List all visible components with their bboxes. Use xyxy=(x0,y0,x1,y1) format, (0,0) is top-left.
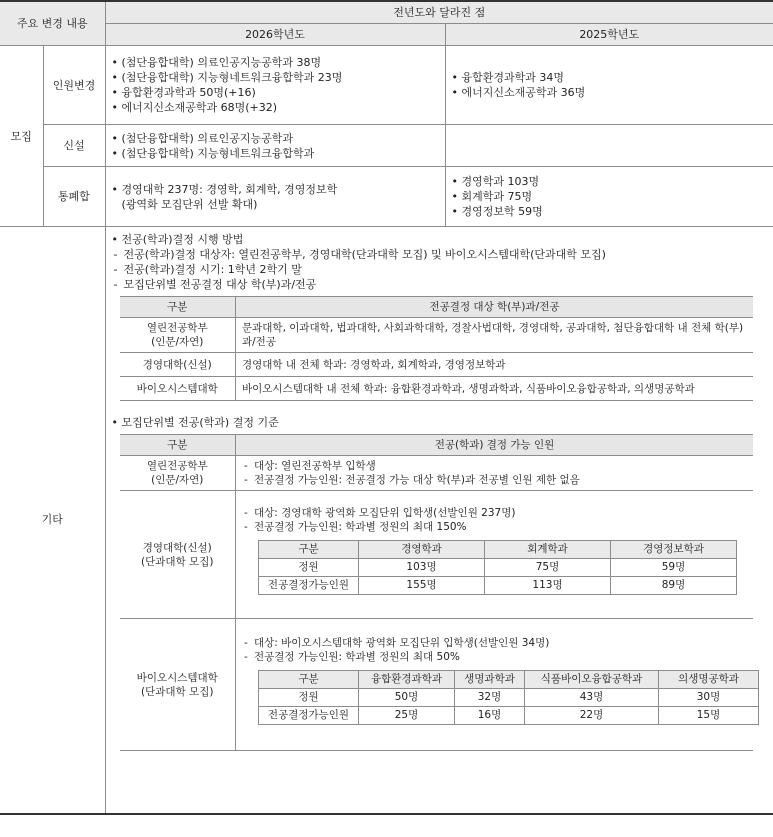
table-cell: 30명 xyxy=(659,689,759,707)
list-item: - 전공(학과)결정 시기: 1학년 2학기 말 xyxy=(112,262,768,277)
table-row xyxy=(120,619,754,751)
table-row xyxy=(259,689,759,707)
row-value: 문과대학, 이과대학, 법과대학, 사회과학대학, 경찰사법대학, 경영대학, 공과대학, 첨단융합대학 내 전체 학(부)과/전공 xyxy=(236,318,754,353)
header-main-changes: 주요 변경 내용 xyxy=(0,1,105,46)
merge-line-2: (광역화 모집단위 선발 확대) xyxy=(121,197,258,211)
merge-line-1: 경영대학 237명: 경영학, 회계학, 경영정보학 xyxy=(121,182,338,196)
list-item: • 에너지신소재공학과 36명 xyxy=(452,85,768,100)
col-header: 식품바이오융합공학과 xyxy=(525,671,659,689)
table-cell: 103명 xyxy=(359,559,485,577)
list-item: • (첨단융합대학) 의료인공지능공학과 xyxy=(112,131,439,146)
col-header-target: 전공결정 대상 학(부)과/전공 xyxy=(236,297,754,318)
list-item: • 회계학과 75명 xyxy=(452,189,768,204)
table-row xyxy=(120,456,754,491)
list-item xyxy=(112,182,439,212)
list-item: - 대상: 경영대학 광역화 모집단위 입학생(선발인원 237명) xyxy=(242,506,747,520)
list-item: • 융합환경과학과 50명(+16) xyxy=(112,85,439,100)
col-header-capacity: 전공(학과) 결정 가능 인원 xyxy=(236,435,754,456)
list-item: • (첨단융합대학) 지능형네트워크융합학과 23명 xyxy=(112,70,439,85)
new-dept-2026 xyxy=(105,125,445,167)
count-change-2025 xyxy=(445,46,773,125)
header-year-2026: 2026학년도 xyxy=(105,24,445,46)
header-year-2025: 2025학년도 xyxy=(445,24,773,46)
table-cell: 113명 xyxy=(485,577,611,595)
row-label-count-change: 인원변경 xyxy=(43,46,105,125)
list-item: - 모집단위별 전공결정 대상 학(부)과/전공 xyxy=(112,277,768,292)
section-title-method: • 전공(학과)결정 시행 방법 xyxy=(112,232,768,247)
row-value: 바이오시스템대학 내 전체 학과: 융합환경과학과, 생명과학과, 식품바이오융합공학과, 의생명공학과 xyxy=(236,377,754,401)
list-item: - 전공결정 가능인원: 전공결정 가능 대상 학(부)과 전공별 인원 제한 없음 xyxy=(242,473,747,487)
row-value xyxy=(236,619,754,751)
col-header: 융합환경과학과 xyxy=(359,671,455,689)
list-item: - 대상: 열린전공학부 입학생 xyxy=(242,459,747,473)
criteria-table-wrap xyxy=(112,434,768,751)
table-cell: 155명 xyxy=(359,577,485,595)
table-cell: 22명 xyxy=(525,707,659,725)
col-header: 경영정보학과 xyxy=(611,541,737,559)
col-header: 생명과학과 xyxy=(455,671,525,689)
list-item: • (첨단융합대학) 의료인공지능공학과 38명 xyxy=(112,55,439,70)
list-item: • 융합환경과학과 34명 xyxy=(452,70,768,85)
group-recruit: 모집 xyxy=(0,46,43,227)
col-header: 구분 xyxy=(259,541,359,559)
row-key: 경영대학(신설) xyxy=(120,353,236,377)
row-value xyxy=(236,491,754,619)
table-row xyxy=(120,353,754,377)
col-header: 구분 xyxy=(259,671,359,689)
col-header: 경영학과 xyxy=(359,541,485,559)
header-diff: 전년도와 달라진 점 xyxy=(105,1,773,24)
list-item: - 전공(학과)결정 대상자: 열린전공학부, 경영대학(단과대학 모집) 및 바이오시스템대학(단과대학 모집) xyxy=(112,247,768,262)
table-row xyxy=(120,377,754,401)
col-header-category: 구분 xyxy=(120,435,236,456)
section-title-criteria: • 모집단위별 전공(학과) 결정 기준 xyxy=(112,415,768,430)
table-row xyxy=(259,707,759,725)
count-change-2026 xyxy=(105,46,445,125)
row-key: 바이오시스템대학 xyxy=(120,377,236,401)
table-cell: 43명 xyxy=(525,689,659,707)
row-label-merge: 통폐합 xyxy=(43,167,105,227)
row-value: 경영대학 내 전체 학과: 경영학과, 회계학과, 경영정보학과 xyxy=(236,353,754,377)
list-item: • 경영학과 103명 xyxy=(452,174,768,189)
table-cell: 정원 xyxy=(259,559,359,577)
table-cell: 정원 xyxy=(259,689,359,707)
table-cell: 25명 xyxy=(359,707,455,725)
row-key: 열린전공학부 (인문/자연) xyxy=(120,456,236,491)
list-item: • (첨단융합대학) 지능형네트워크융합학과 xyxy=(112,146,439,161)
table-cell: 전공결정가능인원 xyxy=(259,577,359,595)
table-cell: 16명 xyxy=(455,707,525,725)
table-row xyxy=(120,491,754,619)
list-item: - 전공결정 가능인원: 학과별 정원의 최대 50% xyxy=(242,650,747,664)
new-dept-2025 xyxy=(445,125,773,167)
table-row xyxy=(259,559,737,577)
col-header-category: 구분 xyxy=(120,297,236,318)
table-cell: 75명 xyxy=(485,559,611,577)
list-item: • 경영정보학 59명 xyxy=(452,204,768,219)
major-target-table xyxy=(120,296,754,401)
col-header: 회계학과 xyxy=(485,541,611,559)
row-key: 열린전공학부 (인문/자연) xyxy=(120,318,236,353)
criteria-table xyxy=(120,434,754,751)
table-cell: 89명 xyxy=(611,577,737,595)
major-target-table-wrap xyxy=(112,296,768,401)
group-other: 기타 xyxy=(0,227,105,814)
table-cell: 전공결정가능인원 xyxy=(259,707,359,725)
table-cell: 59명 xyxy=(611,559,737,577)
list-item: - 전공결정 가능인원: 학과별 정원의 최대 150% xyxy=(242,520,747,534)
list-item: • 에너지신소재공학과 68명(+32) xyxy=(112,100,439,115)
col-header: 의생명공학과 xyxy=(659,671,759,689)
bio-quota-table xyxy=(258,670,759,725)
table-row xyxy=(259,577,737,595)
row-value xyxy=(236,456,754,491)
table-row xyxy=(120,318,754,353)
table-cell: 15명 xyxy=(659,707,759,725)
biz-quota-table xyxy=(258,540,737,595)
other-content xyxy=(105,227,773,814)
merge-2025 xyxy=(445,167,773,227)
table-cell: 32명 xyxy=(455,689,525,707)
row-key: 경영대학(신설) (단과대학 모집) xyxy=(120,491,236,619)
list-item: - 대상: 바이오시스템대학 광역화 모집단위 입학생(선발인원 34명) xyxy=(242,636,747,650)
row-label-new: 신설 xyxy=(43,125,105,167)
merge-2026 xyxy=(105,167,445,227)
row-key: 바이오시스템대학 (단과대학 모집) xyxy=(120,619,236,751)
table-cell: 50명 xyxy=(359,689,455,707)
